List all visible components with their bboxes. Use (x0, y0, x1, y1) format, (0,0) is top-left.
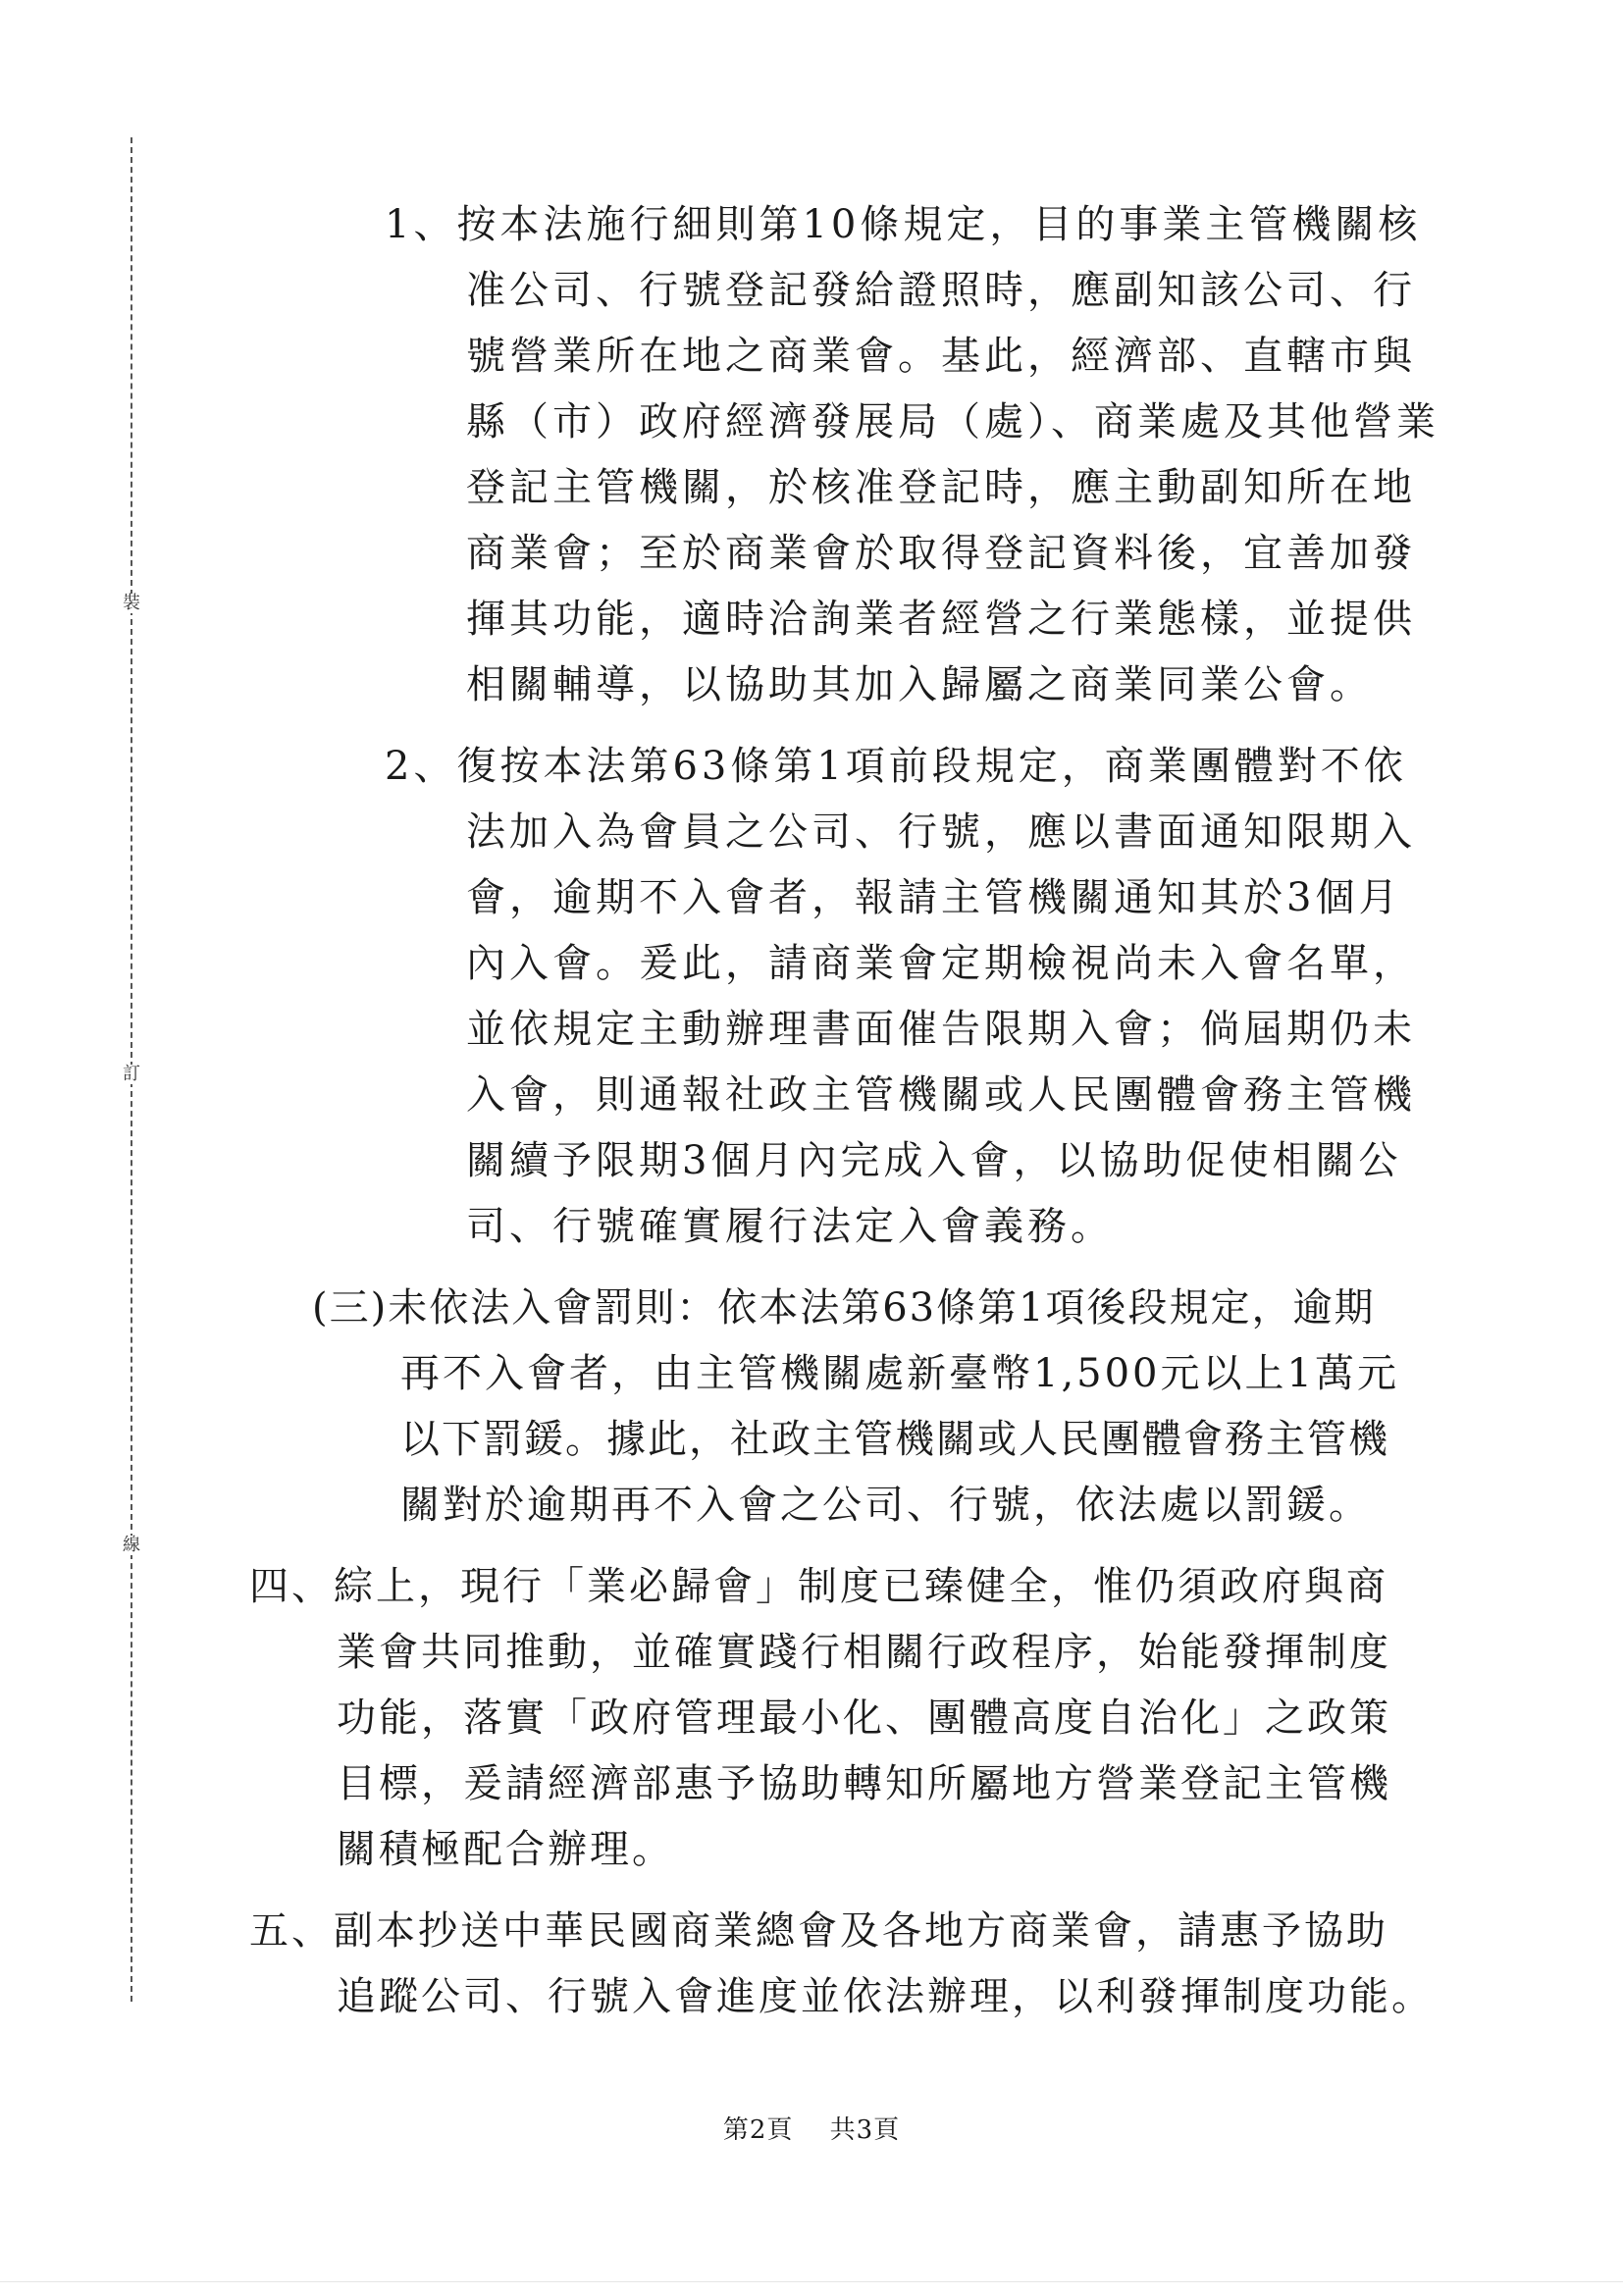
text-line: 並依規定主動辦理書面催告限期入會；倘屆期仍未 (466, 1007, 1416, 1052)
text-line: 內入會。爰此，請商業會定期檢視尚未入會名單， (466, 941, 1416, 986)
text-line: 四、綜上，現行「業必歸會」制度已臻健全，惟仍須政府與商 (249, 1564, 1388, 1609)
scan-edge-line (0, 2281, 1623, 2282)
text-line: 准公司、行號登記發給證照時，應副知該公司、行 (466, 268, 1416, 313)
text-line: 入會，則通報社政主管機關或人民團體會務主管機 (466, 1072, 1416, 1118)
text-line: 法加入為會員之公司、行號，應以書面通知限期入 (466, 809, 1416, 855)
text-line: 關積極配合辦理。 (337, 1827, 674, 1872)
text-line: 五、副本抄送中華民國商業總會及各地方商業會，請惠予協助 (249, 1908, 1388, 1954)
text-line: 追蹤公司、行號入會進度並依法辦理，以利發揮制度功能。 (337, 1974, 1434, 2019)
text-line: 縣（市）政府經濟發展局（處）、商業處及其他營業 (466, 399, 1440, 444)
text-line: 關續予限期3個月內完成入會，以協助促使相關公 (466, 1138, 1402, 1183)
page-number: 第2頁 (722, 2115, 794, 2145)
text-line: 相關輔導，以協助其加入歸屬之商業同業公會。 (466, 662, 1373, 707)
text-line: 再不入會者，由主管機關處新臺幣1,500元以上1萬元 (400, 1351, 1399, 1396)
page-total: 共3頁 (829, 2115, 901, 2145)
page-footer (0, 2110, 1623, 2146)
text-line: 關對於逾期再不入會之公司、行號，依法處以罰鍰。 (400, 1483, 1371, 1528)
text-line: 商業會；至於商業會於取得登記資料後，宜善加發 (466, 531, 1416, 576)
text-line: 功能，落實「政府管理最小化、團體高度自治化」之政策 (337, 1696, 1391, 1741)
binding-mark-xian: 線 (123, 1535, 140, 1555)
text-line: 2、復按本法第63條第1項前段規定，商業團體對不依 (385, 744, 1407, 789)
text-line: 會，逾期不入會者，報請主管機關通知其於3個月 (466, 875, 1402, 920)
text-line: 以下罰鍰。據此，社政主管機關或人民團體會務主管機 (400, 1417, 1389, 1462)
text-line: 目標，爰請經濟部惠予協助轉知所屬地方營業登記主管機 (337, 1761, 1391, 1806)
text-line: 號營業所在地之商業會。基此，經濟部、直轄市與 (466, 334, 1416, 379)
text-line: 司、行號確實履行法定入會義務。 (466, 1204, 1114, 1249)
text-line: 揮其功能，適時洽詢業者經營之行業態樣，並提供 (466, 597, 1416, 642)
binding-mark-ding: 訂 (123, 1064, 140, 1084)
text-line: 1、按本法施行細則第10條規定，目的事業主管機關核 (385, 202, 1422, 247)
text-line: 登記主管機關，於核准登記時，應主動副知所在地 (466, 465, 1416, 510)
binding-mark-zhuang: 裝 (123, 593, 140, 613)
text-line: (三)未依法入會罰則：依本法第63條第1項後段規定，逾期 (312, 1285, 1376, 1331)
text-line: 業會共同推動，並確實踐行相關行政程序，始能發揮制度 (337, 1630, 1391, 1675)
